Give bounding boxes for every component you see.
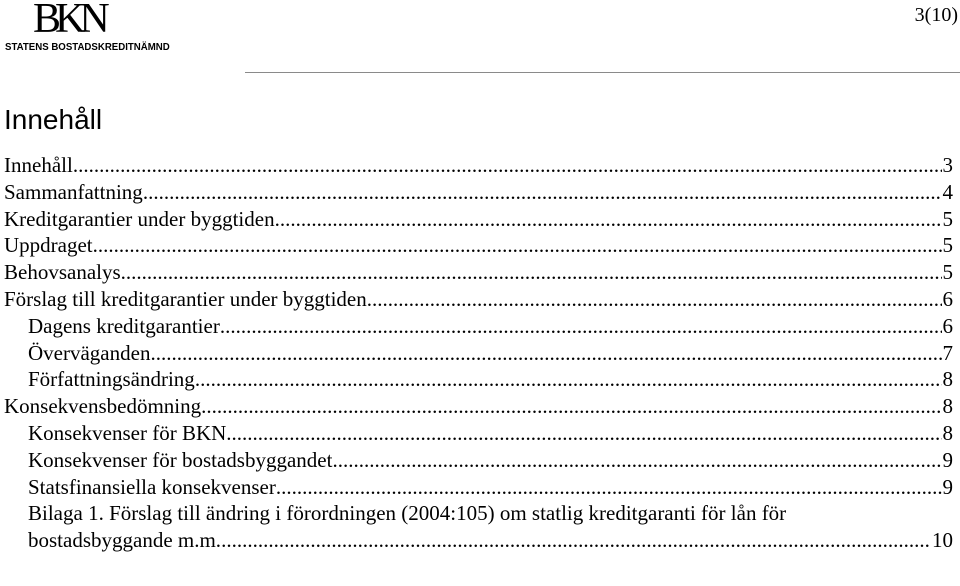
toc-entry[interactable]	[4, 474, 953, 501]
toc-entry-page: 9	[942, 474, 953, 499]
table-of-contents	[4, 152, 953, 554]
toc-entry-page: 10	[932, 528, 953, 553]
toc-entry-label: Överväganden	[28, 340, 151, 365]
toc-entry[interactable]	[4, 313, 953, 340]
toc-entry[interactable]	[4, 206, 953, 233]
toc-leader	[276, 474, 942, 501]
toc-entry-label: Statsfinansiella konsekvenser	[28, 474, 276, 499]
toc-entry[interactable]	[4, 393, 953, 420]
toc-leader	[275, 206, 942, 233]
toc-entry-page: 8	[942, 420, 953, 445]
toc-entry-label: Konsekvenser för BKN	[28, 420, 227, 445]
toc-entry-page: 6	[942, 313, 953, 338]
toc-leader	[143, 179, 942, 206]
toc-leader	[221, 527, 931, 554]
toc-leader	[220, 313, 942, 340]
toc-leader	[121, 259, 942, 286]
toc-entry-label: Konsekvenser för bostadsbyggandet	[28, 447, 333, 472]
toc-leader	[332, 447, 941, 474]
toc-entry-page: 9	[942, 447, 953, 472]
toc-entry-page: 4	[942, 179, 953, 204]
toc-entry-page: 5	[942, 260, 953, 285]
toc-entry-page: 3	[942, 153, 953, 177]
toc-entry[interactable]	[4, 420, 953, 447]
toc-entry-label: Uppdraget	[4, 233, 93, 258]
bkn-logo	[3, 0, 203, 56]
toc-entry-label: Förslag till kreditgarantier under byggtiden	[4, 286, 367, 311]
toc-entry-page: 8	[942, 394, 953, 419]
toc-entry-page: 6	[942, 286, 953, 311]
toc-leader	[150, 340, 941, 367]
page-number: 3(10)	[914, 4, 958, 26]
toc-entry[interactable]	[4, 259, 953, 286]
toc-leader	[367, 286, 942, 313]
toc-entry-label: Innehåll	[4, 153, 73, 177]
toc-entry-page: 5	[942, 206, 953, 231]
page-title: Innehåll	[4, 104, 103, 135]
toc-entry-label: bostadsbyggande m.m.	[28, 528, 222, 553]
toc-entry[interactable]	[4, 232, 953, 259]
toc-entry-label: Författningsändring	[28, 367, 195, 392]
toc-entry-continued-line[interactable]	[4, 500, 953, 527]
toc-entry-page: 7	[942, 340, 953, 365]
toc-leader	[226, 420, 941, 447]
toc-entry[interactable]	[4, 152, 953, 179]
logo-subtitle: STATENS BOSTADSKREDITNÄMND	[5, 41, 170, 53]
toc-entry[interactable]	[4, 286, 953, 313]
toc-entry[interactable]	[4, 527, 953, 554]
toc-entry[interactable]	[4, 447, 953, 474]
toc-entry[interactable]	[4, 179, 953, 206]
toc-entry-page: 8	[942, 367, 953, 392]
toc-entry-label: Behovsanalys	[4, 260, 121, 285]
toc-entry-label-line1: Bilaga 1. Förslag till ändring i förordningen (2004:105) om statlig kreditgaranti för lån för	[28, 501, 787, 526]
toc-entry-page: 5	[942, 233, 953, 258]
toc-leader	[201, 393, 941, 420]
toc-leader	[93, 232, 942, 259]
logo-mark: BKN	[33, 0, 104, 42]
toc-entry-label: Dagens kreditgarantier	[28, 313, 220, 338]
toc-entry-label: Sammanfattning	[4, 179, 143, 204]
toc-entry[interactable]	[4, 366, 953, 393]
toc-leader	[73, 152, 942, 179]
toc-leader	[195, 366, 942, 393]
toc-entry-label: Konsekvensbedömning	[4, 394, 202, 419]
header-divider	[245, 72, 960, 73]
toc-entry-label: Kreditgarantier under byggtiden	[4, 206, 275, 231]
toc-entry[interactable]	[4, 340, 953, 367]
